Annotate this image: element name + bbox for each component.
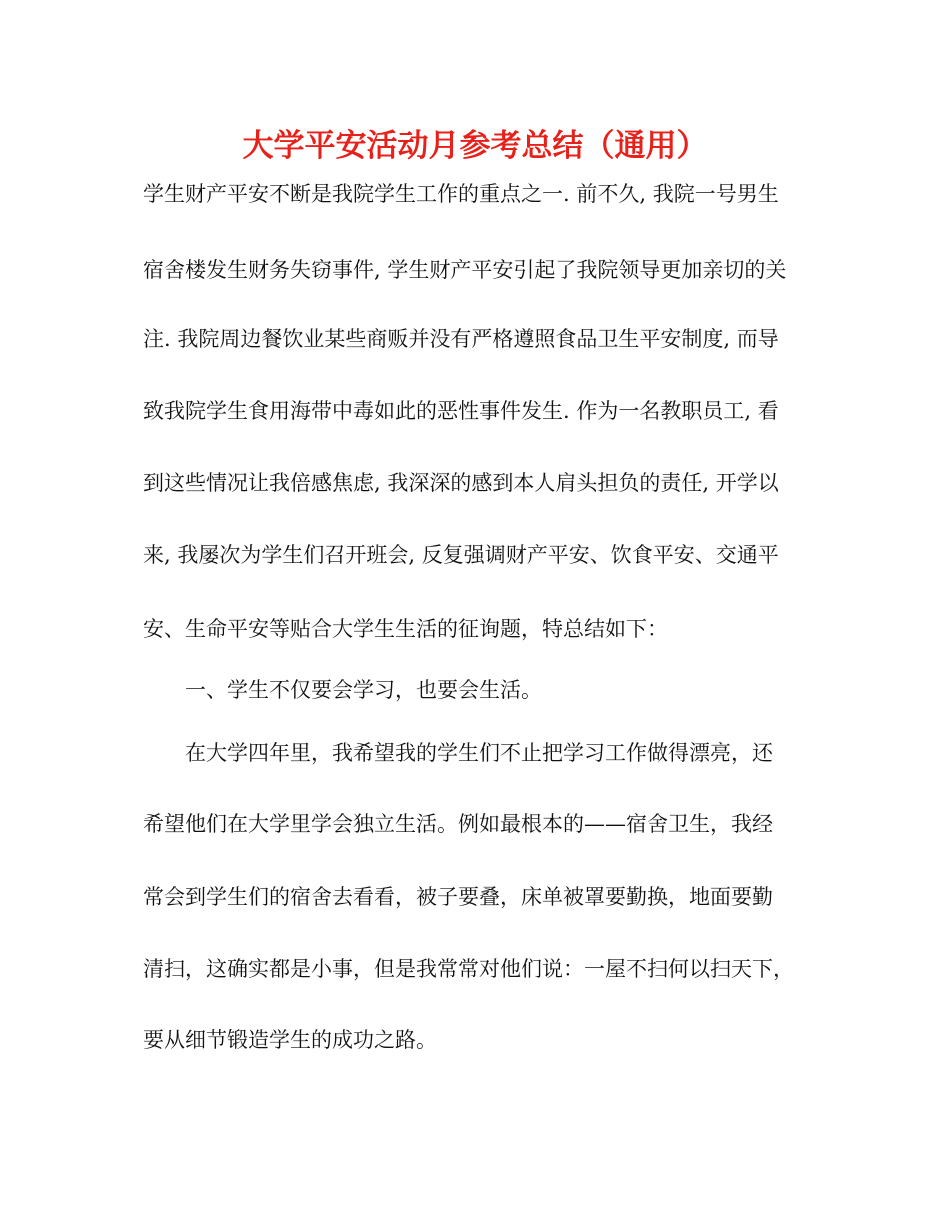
paragraph-line: 希望他们在大学里学会独立生活。例如最根本的——宿舍卫生，我经 xyxy=(143,812,773,836)
paragraph-line: 来, 我屡次为学生们召开班会, 反复强调财产平安、饮食平安、交通平 xyxy=(143,543,779,567)
paragraph-line: 致我院学生食用海带中毒如此的恶性事件发生. 作为一名教职员工, 看 xyxy=(143,399,779,423)
paragraph-line: 安、生命平安等贴合大学生生活的征询题，特总结如下： xyxy=(143,617,668,641)
paragraph-line: 清扫，这确实都是小事，但是我常常对他们说：一屋不扫何以扫天下， xyxy=(143,957,794,981)
paragraph-line: 在大学四年里，我希望我的学生们不止把学习工作做得漂亮，还 xyxy=(185,741,773,765)
paragraph-line: 注. 我院周边餐饮业某些商贩并没有严格遵照食品卫生平安制度, 而导 xyxy=(143,327,779,351)
paragraph-line: 常会到学生们的宿舍去看看，被子要叠，床单被罩要勤换，地面要勤 xyxy=(143,885,773,909)
document-title: 大学平安活动月参考总结（通用） xyxy=(242,128,708,164)
paragraph-line: 要从细节锻造学生的成功之路。 xyxy=(143,1028,437,1052)
paragraph-line: 到这些情况让我倍感焦虑, 我深深的感到本人肩头担负的责任, 开学以 xyxy=(143,471,779,495)
paragraph-line: 学生财产平安不断是我院学生工作的重点之一. 前不久, 我院一号男生 xyxy=(143,182,779,206)
paragraph-line: 宿舍楼发生财务失窃事件, 学生财产平安引起了我院领导更加亲切的关 xyxy=(143,258,787,282)
section-heading: 一、学生不仅要会学习，也要会生活。 xyxy=(185,678,542,702)
